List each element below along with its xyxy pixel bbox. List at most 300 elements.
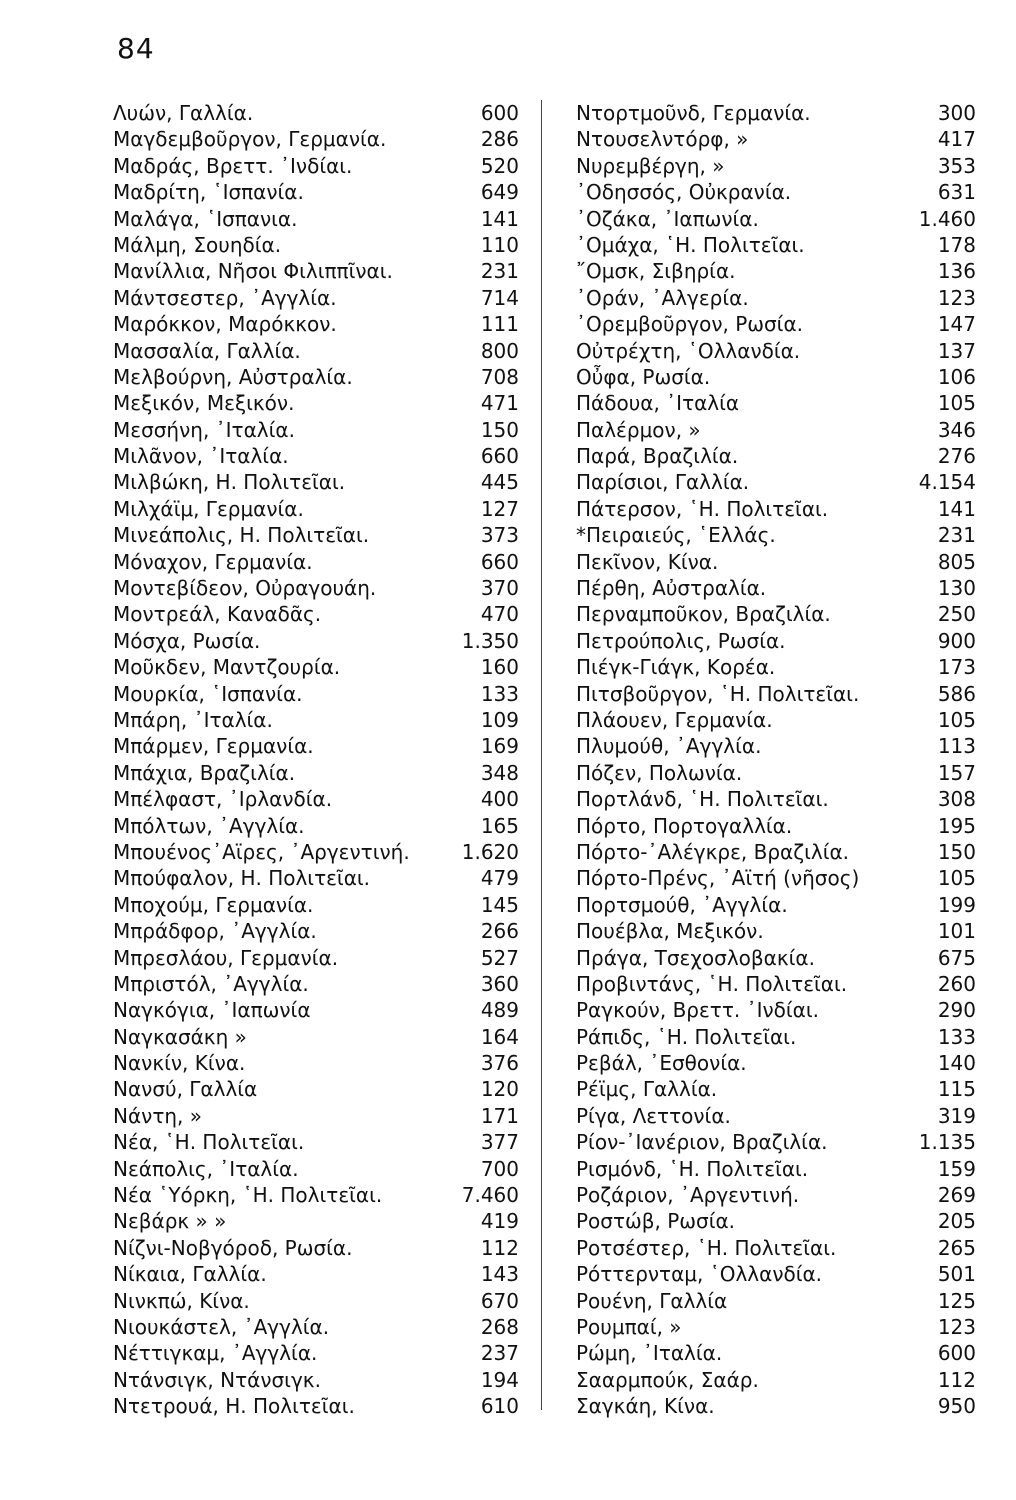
population-value: 400 (480, 787, 519, 812)
population-value: 290 (937, 998, 976, 1023)
city-name: Ραγκούν, Βρεττ. ᾽Ινδίαι. (576, 998, 819, 1023)
list-item (113, 1103, 519, 1129)
city-name: Πιτσβοῦργον, ῾Η. Πολιτεῖαι. (576, 681, 860, 706)
column-divider (541, 100, 542, 1410)
city-name: Μάντσεστερ, ᾽Αγγλία. (113, 285, 337, 310)
city-name: Ράπιδς, ῾Η. Πολιτεῖαι. (576, 1024, 797, 1049)
list-item (113, 1288, 519, 1314)
list-item (113, 100, 519, 126)
list-item (576, 443, 976, 469)
city-name: Μοῦκδεν, Μαντζουρία. (113, 655, 341, 680)
city-name: Μαγδεμβοῦργον, Γερμανία. (113, 127, 387, 152)
population-value: 130 (937, 576, 976, 601)
population-value: 120 (480, 1077, 519, 1102)
city-name: Μεξικόν, Μεξικόν. (113, 391, 295, 416)
list-item (576, 839, 976, 865)
population-value: 199 (937, 892, 976, 917)
population-value: 147 (937, 312, 976, 337)
list-item (113, 153, 519, 179)
list-item (113, 469, 519, 495)
city-name: Νεβάρκ » » (113, 1209, 227, 1234)
list-item (113, 654, 519, 680)
list-item (113, 1208, 519, 1234)
population-value: 159 (937, 1156, 976, 1181)
city-name: Σαγκάη, Κίνα. (576, 1394, 715, 1419)
city-name: ᾽Ορεμβοῦργον, Ρωσία. (576, 312, 803, 337)
population-value: 178 (937, 232, 976, 257)
list-item (113, 681, 519, 707)
list-item (113, 733, 519, 759)
population-value: 268 (480, 1314, 519, 1339)
population-value: 300 (937, 101, 976, 125)
population-value: 195 (937, 813, 976, 838)
city-name: ῎Ομσκ, Σιβηρία. (576, 259, 736, 284)
city-name: Νινκπώ, Κίνα. (113, 1288, 250, 1313)
city-name: Μαδρίτη, ῾Ισπανία. (113, 180, 304, 205)
city-name: Ροστώβ, Ρωσία. (576, 1209, 736, 1234)
list-item (576, 206, 976, 232)
population-value: 276 (937, 444, 976, 469)
population-value: 348 (480, 760, 519, 785)
population-value: 950 (937, 1394, 976, 1419)
population-value: 445 (480, 470, 519, 495)
list-item (576, 628, 976, 654)
list-item (576, 1103, 976, 1129)
list-item (576, 1156, 976, 1182)
population-value: 143 (480, 1262, 519, 1287)
list-item (113, 126, 519, 152)
population-value: 346 (937, 417, 976, 442)
list-item (576, 1076, 976, 1102)
city-name: Οὐτρέχτη, ῾Ολλανδία. (576, 338, 801, 363)
city-name: Ναγκασάκη » (113, 1024, 247, 1049)
list-item (576, 733, 976, 759)
population-value: 1.350 (461, 628, 519, 653)
list-item (576, 496, 976, 522)
list-item (576, 786, 976, 812)
city-name: ᾽Οζάκα, ᾽Ιαπωνία. (576, 206, 759, 231)
list-item (113, 1340, 519, 1366)
list-item (113, 1261, 519, 1287)
city-name: Ντουσελντόρφ, » (576, 127, 749, 152)
city-name: Ροτσέστερ, ῾Η. Πολιτεῖαι. (576, 1235, 837, 1260)
list-item (576, 1340, 976, 1366)
city-name: Μπάχια, Βραζιλία. (113, 760, 296, 785)
city-name: Πλάουεν, Γερμανία. (576, 707, 773, 732)
population-value: 164 (480, 1024, 519, 1049)
city-name: Ρεβάλ, ᾽Εσθονία. (576, 1051, 747, 1076)
population-value: 631 (937, 180, 976, 205)
city-name: Περναμποῦκον, Βραζιλία. (576, 602, 831, 627)
city-name: Ντορτμοῦνδ, Γερμανία. (576, 101, 811, 125)
list-item (576, 549, 976, 575)
population-value: 520 (480, 153, 519, 178)
population-value: 1.460 (918, 206, 976, 231)
population-value: 373 (480, 523, 519, 548)
city-name: Μινεάπολις, Η. Πολιτεῖαι. (113, 523, 370, 548)
list-item (113, 945, 519, 971)
city-name: ᾽Ομάχα, ῾Η. Πολιτεῖαι. (576, 232, 805, 257)
population-value: 112 (937, 1367, 976, 1392)
population-value: 471 (480, 391, 519, 416)
city-name: Μαλάγα, ῾Ισπανια. (113, 206, 298, 231)
population-value: 105 (937, 391, 976, 416)
list-item (113, 601, 519, 627)
list-item (113, 1076, 519, 1102)
list-item (113, 417, 519, 443)
list-item (113, 285, 519, 311)
city-name: Μπρεσλάου, Γερμανία. (113, 945, 339, 970)
population-value: 136 (937, 259, 976, 284)
city-name: Μαρόκκον, Μαρόκκον. (113, 312, 337, 337)
list-item (113, 1393, 519, 1419)
city-name: Πέρθη, Αὐστραλία. (576, 576, 767, 601)
population-value: 141 (480, 206, 519, 231)
population-value: 586 (937, 681, 976, 706)
population-value: 123 (937, 1314, 976, 1339)
population-value: 205 (937, 1209, 976, 1234)
list-item (113, 813, 519, 839)
list-item (576, 575, 976, 601)
list-item (113, 179, 519, 205)
population-value: 160 (480, 655, 519, 680)
city-name: Νεάπολις, ᾽Ιταλία. (113, 1156, 299, 1181)
city-name: Μόσχα, Ρωσία. (113, 628, 261, 653)
city-name: Μπέλφαστ, ᾽Ιρλανδία. (113, 787, 333, 812)
population-value: 115 (937, 1077, 976, 1102)
population-value: 319 (937, 1103, 976, 1128)
list-item (576, 892, 976, 918)
city-name: Ντετρουά, Η. Πολιτεῖαι. (113, 1394, 355, 1419)
population-value: 714 (480, 285, 519, 310)
population-value: 231 (480, 259, 519, 284)
list-item (113, 258, 519, 284)
list-item (113, 971, 519, 997)
population-value: 265 (937, 1235, 976, 1260)
city-name: Ρώμη, ᾽Ιταλία. (576, 1341, 723, 1366)
list-item (576, 654, 976, 680)
population-value: 805 (937, 549, 976, 574)
population-value: 105 (937, 707, 976, 732)
city-name: Ρισμόνδ, ῾Η. Πολιτεῖαι. (576, 1156, 809, 1181)
city-name: Παρά, Βραζιλία. (576, 444, 739, 469)
population-value: 127 (480, 496, 519, 521)
population-value: 417 (937, 127, 976, 152)
city-name: Νανσύ, Γαλλία (113, 1077, 258, 1102)
list-item (113, 997, 519, 1023)
population-value: 700 (480, 1156, 519, 1181)
list-item (113, 707, 519, 733)
list-item (113, 522, 519, 548)
population-value: 360 (480, 971, 519, 996)
city-name: Πλυμούθ, ᾽Αγγλία. (576, 734, 762, 759)
population-value: 610 (480, 1394, 519, 1419)
city-name: Πάδουα, ᾽Ιταλία (576, 391, 740, 416)
city-name: Μπάρη, ᾽Ιταλία. (113, 707, 273, 732)
city-name: Πετρούπολις, Ρωσία. (576, 628, 786, 653)
list-item (113, 1156, 519, 1182)
city-name: Ρουμπαί, » (576, 1314, 682, 1339)
city-name: Παλέρμον, » (576, 417, 701, 442)
population-value: 266 (480, 919, 519, 944)
city-name: Πόρτο-᾽Αλέγκρε, Βραζιλία. (576, 839, 850, 864)
list-item (113, 760, 519, 786)
population-value: 140 (937, 1051, 976, 1076)
list-item (113, 364, 519, 390)
city-name: Σααρμπούκ, Σαάρ. (576, 1367, 759, 1392)
list-item (576, 417, 976, 443)
city-name: Πόρτο-Πρένς, ᾽Αϊτή (νῆσος) (576, 866, 860, 891)
list-item (576, 707, 976, 733)
population-value: 165 (480, 813, 519, 838)
city-name: *Πειραιεύς, ῾Ελλάς. (576, 523, 776, 548)
list-item (113, 575, 519, 601)
city-name: Ροζάριον, ᾽Αργεντινή. (576, 1183, 800, 1208)
population-value: 237 (480, 1341, 519, 1366)
list-item (113, 1367, 519, 1393)
population-value: 900 (937, 628, 976, 653)
population-value: 1.135 (918, 1130, 976, 1155)
population-value: 133 (480, 681, 519, 706)
list-item (576, 100, 976, 126)
city-name: Πιέγκ-Γιάγκ, Κορέα. (576, 655, 776, 680)
list-item (576, 1208, 976, 1234)
city-name: Ρίγα, Λεττονία. (576, 1103, 731, 1128)
city-name: Προβιντάνς, ῾Η. Πολιτεῖαι. (576, 971, 848, 996)
city-name: Μποχούμ, Γερμανία. (113, 892, 314, 917)
city-name: Μελβούρνη, Αὐστραλία. (113, 364, 353, 389)
list-item (576, 311, 976, 337)
list-item (113, 1129, 519, 1155)
list-item (576, 469, 976, 495)
list-item (576, 997, 976, 1023)
population-value: 171 (480, 1103, 519, 1128)
list-item (576, 364, 976, 390)
population-value: 353 (937, 153, 976, 178)
list-item (113, 206, 519, 232)
list-item (576, 601, 976, 627)
city-name: Ναγκόγια, ᾽Ιαπωνία (113, 998, 311, 1023)
population-value: 123 (937, 285, 976, 310)
population-value: 145 (480, 892, 519, 917)
list-item (113, 786, 519, 812)
city-name: Μπόλτων, ᾽Αγγλία. (113, 813, 305, 838)
city-name: Νίκαια, Γαλλία. (113, 1262, 267, 1287)
population-value: 113 (937, 734, 976, 759)
population-value: 150 (937, 839, 976, 864)
population-value: 1.620 (461, 839, 519, 864)
city-name: ᾽Οδησσός, Οὐκρανία. (576, 180, 792, 205)
list-item (576, 179, 976, 205)
list-item (576, 1261, 976, 1287)
population-value: 169 (480, 734, 519, 759)
list-item (576, 1367, 976, 1393)
list-item (113, 496, 519, 522)
list-item (113, 1314, 519, 1340)
list-item (576, 258, 976, 284)
list-item (576, 1129, 976, 1155)
list-item (576, 390, 976, 416)
city-name: Νανκίν, Κίνα. (113, 1051, 246, 1076)
list-item (576, 338, 976, 364)
city-name: Μεσσήνη, ᾽Ιταλία. (113, 417, 295, 442)
page-number: 84 (117, 32, 155, 65)
city-name: ᾽Οράν, ᾽Αλγερία. (576, 285, 749, 310)
population-value: 600 (480, 101, 519, 125)
city-name: Λυών, Γαλλία. (113, 101, 254, 125)
population-value: 649 (480, 180, 519, 205)
list-item (113, 1024, 519, 1050)
population-value: 527 (480, 945, 519, 970)
list-item (113, 1050, 519, 1076)
population-value: 133 (937, 1024, 976, 1049)
population-value: 501 (937, 1262, 976, 1287)
population-value: 479 (480, 866, 519, 891)
city-name: Μιλᾶνον, ᾽Ιταλία. (113, 444, 289, 469)
population-value: 141 (937, 496, 976, 521)
city-name: Μπάρμεν, Γερμανία. (113, 734, 314, 759)
population-value: 660 (480, 549, 519, 574)
city-name: Πάτερσον, ῾Η. Πολιτεῖαι. (576, 496, 829, 521)
population-value: 370 (480, 576, 519, 601)
population-value: 376 (480, 1051, 519, 1076)
list-item (113, 1235, 519, 1261)
population-value: 800 (480, 338, 519, 363)
population-value: 157 (937, 760, 976, 785)
list-item (576, 522, 976, 548)
list-item (576, 1314, 976, 1340)
city-name: Ρόττερνταμ, ῾Ολλανδία. (576, 1262, 823, 1287)
city-name: Νάντη, » (113, 1103, 202, 1128)
list-item (576, 126, 976, 152)
city-name: Μιλβώκη, Η. Πολιτεῖαι. (113, 470, 346, 495)
population-value: 231 (937, 523, 976, 548)
list-item (113, 1182, 519, 1208)
city-name: Νέττιγκαμ, ᾽Αγγλία. (113, 1341, 318, 1366)
right-column (576, 100, 976, 1420)
population-value: 7.460 (461, 1183, 519, 1208)
city-name: Παρίσιοι, Γαλλία. (576, 470, 750, 495)
list-item (576, 285, 976, 311)
list-item (113, 628, 519, 654)
population-value: 125 (937, 1288, 976, 1313)
list-item (576, 971, 976, 997)
population-value: 150 (480, 417, 519, 442)
list-item (113, 918, 519, 944)
city-name: Πράγα, Τσεχοσλοβακία. (576, 945, 815, 970)
city-name: Νιουκάστελ, ᾽Αγγλία. (113, 1314, 330, 1339)
list-item (113, 390, 519, 416)
list-item (576, 918, 976, 944)
population-value: 377 (480, 1130, 519, 1155)
city-name: Νέα ῾Υόρκη, ῾Η. Πολιτεῖαι. (113, 1183, 383, 1208)
list-item (576, 865, 976, 891)
city-name: Ρέϊμς, Γαλλία. (576, 1077, 718, 1102)
city-name: Νίζνι-Νοβγόροδ, Ρωσία. (113, 1235, 353, 1260)
population-value: 4.154 (918, 470, 976, 495)
population-value: 670 (480, 1288, 519, 1313)
population-value: 112 (480, 1235, 519, 1260)
list-item (576, 1235, 976, 1261)
city-name: Ρουένη, Γαλλία (576, 1288, 728, 1313)
city-name: Νυρεμβέργη, » (576, 153, 725, 178)
population-value: 489 (480, 998, 519, 1023)
population-value: 286 (480, 127, 519, 152)
city-name: Ντάνσιγκ, Ντάνσιγκ. (113, 1367, 321, 1392)
city-name: Μαδράς, Βρεττ. ᾽Ινδίαι. (113, 153, 353, 178)
city-name: Πουέβλα, Μεξικόν. (576, 919, 764, 944)
city-name: Πεκῖνον, Κίνα. (576, 549, 719, 574)
population-value: 308 (937, 787, 976, 812)
city-name: Μπράδφορ, ᾽Αγγλία. (113, 919, 317, 944)
population-value: 660 (480, 444, 519, 469)
city-name: Μιλχάϊμ, Γερμανία. (113, 496, 304, 521)
population-value: 600 (937, 1341, 976, 1366)
list-item (576, 760, 976, 786)
left-column (113, 100, 519, 1420)
list-item (113, 839, 519, 865)
city-name: Μάλμη, Σουηδία. (113, 232, 282, 257)
population-value: 101 (937, 919, 976, 944)
list-item (113, 443, 519, 469)
list-item (576, 153, 976, 179)
city-name: Πορτσμούθ, ᾽Αγγλία. (576, 892, 788, 917)
city-name: Οὖφα, Ρωσία. (576, 364, 711, 389)
population-value: 106 (937, 364, 976, 389)
city-name: Μουρκία, ῾Ισπανία. (113, 681, 303, 706)
list-item (113, 232, 519, 258)
population-value: 110 (480, 232, 519, 257)
population-value: 708 (480, 364, 519, 389)
list-item (576, 1288, 976, 1314)
population-value: 250 (937, 602, 976, 627)
list-item (113, 549, 519, 575)
list-item (576, 232, 976, 258)
population-value: 111 (480, 312, 519, 337)
list-item (576, 1050, 976, 1076)
population-value: 470 (480, 602, 519, 627)
list-item (113, 865, 519, 891)
population-value: 419 (480, 1209, 519, 1234)
city-name: Ρίον-᾽Ιανέριον, Βραζιλία. (576, 1130, 828, 1155)
population-value: 194 (480, 1367, 519, 1392)
list-item (113, 892, 519, 918)
population-value: 109 (480, 707, 519, 732)
list-item (576, 681, 976, 707)
list-item (113, 338, 519, 364)
city-name: Μοντεβίδεον, Οὐραγουάη. (113, 576, 377, 601)
population-value: 105 (937, 866, 976, 891)
population-value: 675 (937, 945, 976, 970)
city-name: Μόναχον, Γερμανία. (113, 549, 313, 574)
city-name: Πόζεν, Πολωνία. (576, 760, 743, 785)
population-value: 260 (937, 971, 976, 996)
population-value: 137 (937, 338, 976, 363)
city-name: Μπούφαλον, Η. Πολιτεῖαι. (113, 866, 371, 891)
list-item (576, 1393, 976, 1419)
city-name: Μασσαλία, Γαλλία. (113, 338, 301, 363)
city-name: Νέα, ῾Η. Πολιτεῖαι. (113, 1130, 305, 1155)
list-item (576, 1182, 976, 1208)
city-name: Πόρτο, Πορτογαλλία. (576, 813, 793, 838)
city-name: Μανίλλια, Νῆσοι Φιλιππῖναι. (113, 259, 393, 284)
list-item (576, 1024, 976, 1050)
population-value: 269 (937, 1183, 976, 1208)
list-item (576, 813, 976, 839)
city-name: Μοντρεάλ, Καναδᾶς. (113, 602, 322, 627)
population-value: 173 (937, 655, 976, 680)
list-item (113, 311, 519, 337)
